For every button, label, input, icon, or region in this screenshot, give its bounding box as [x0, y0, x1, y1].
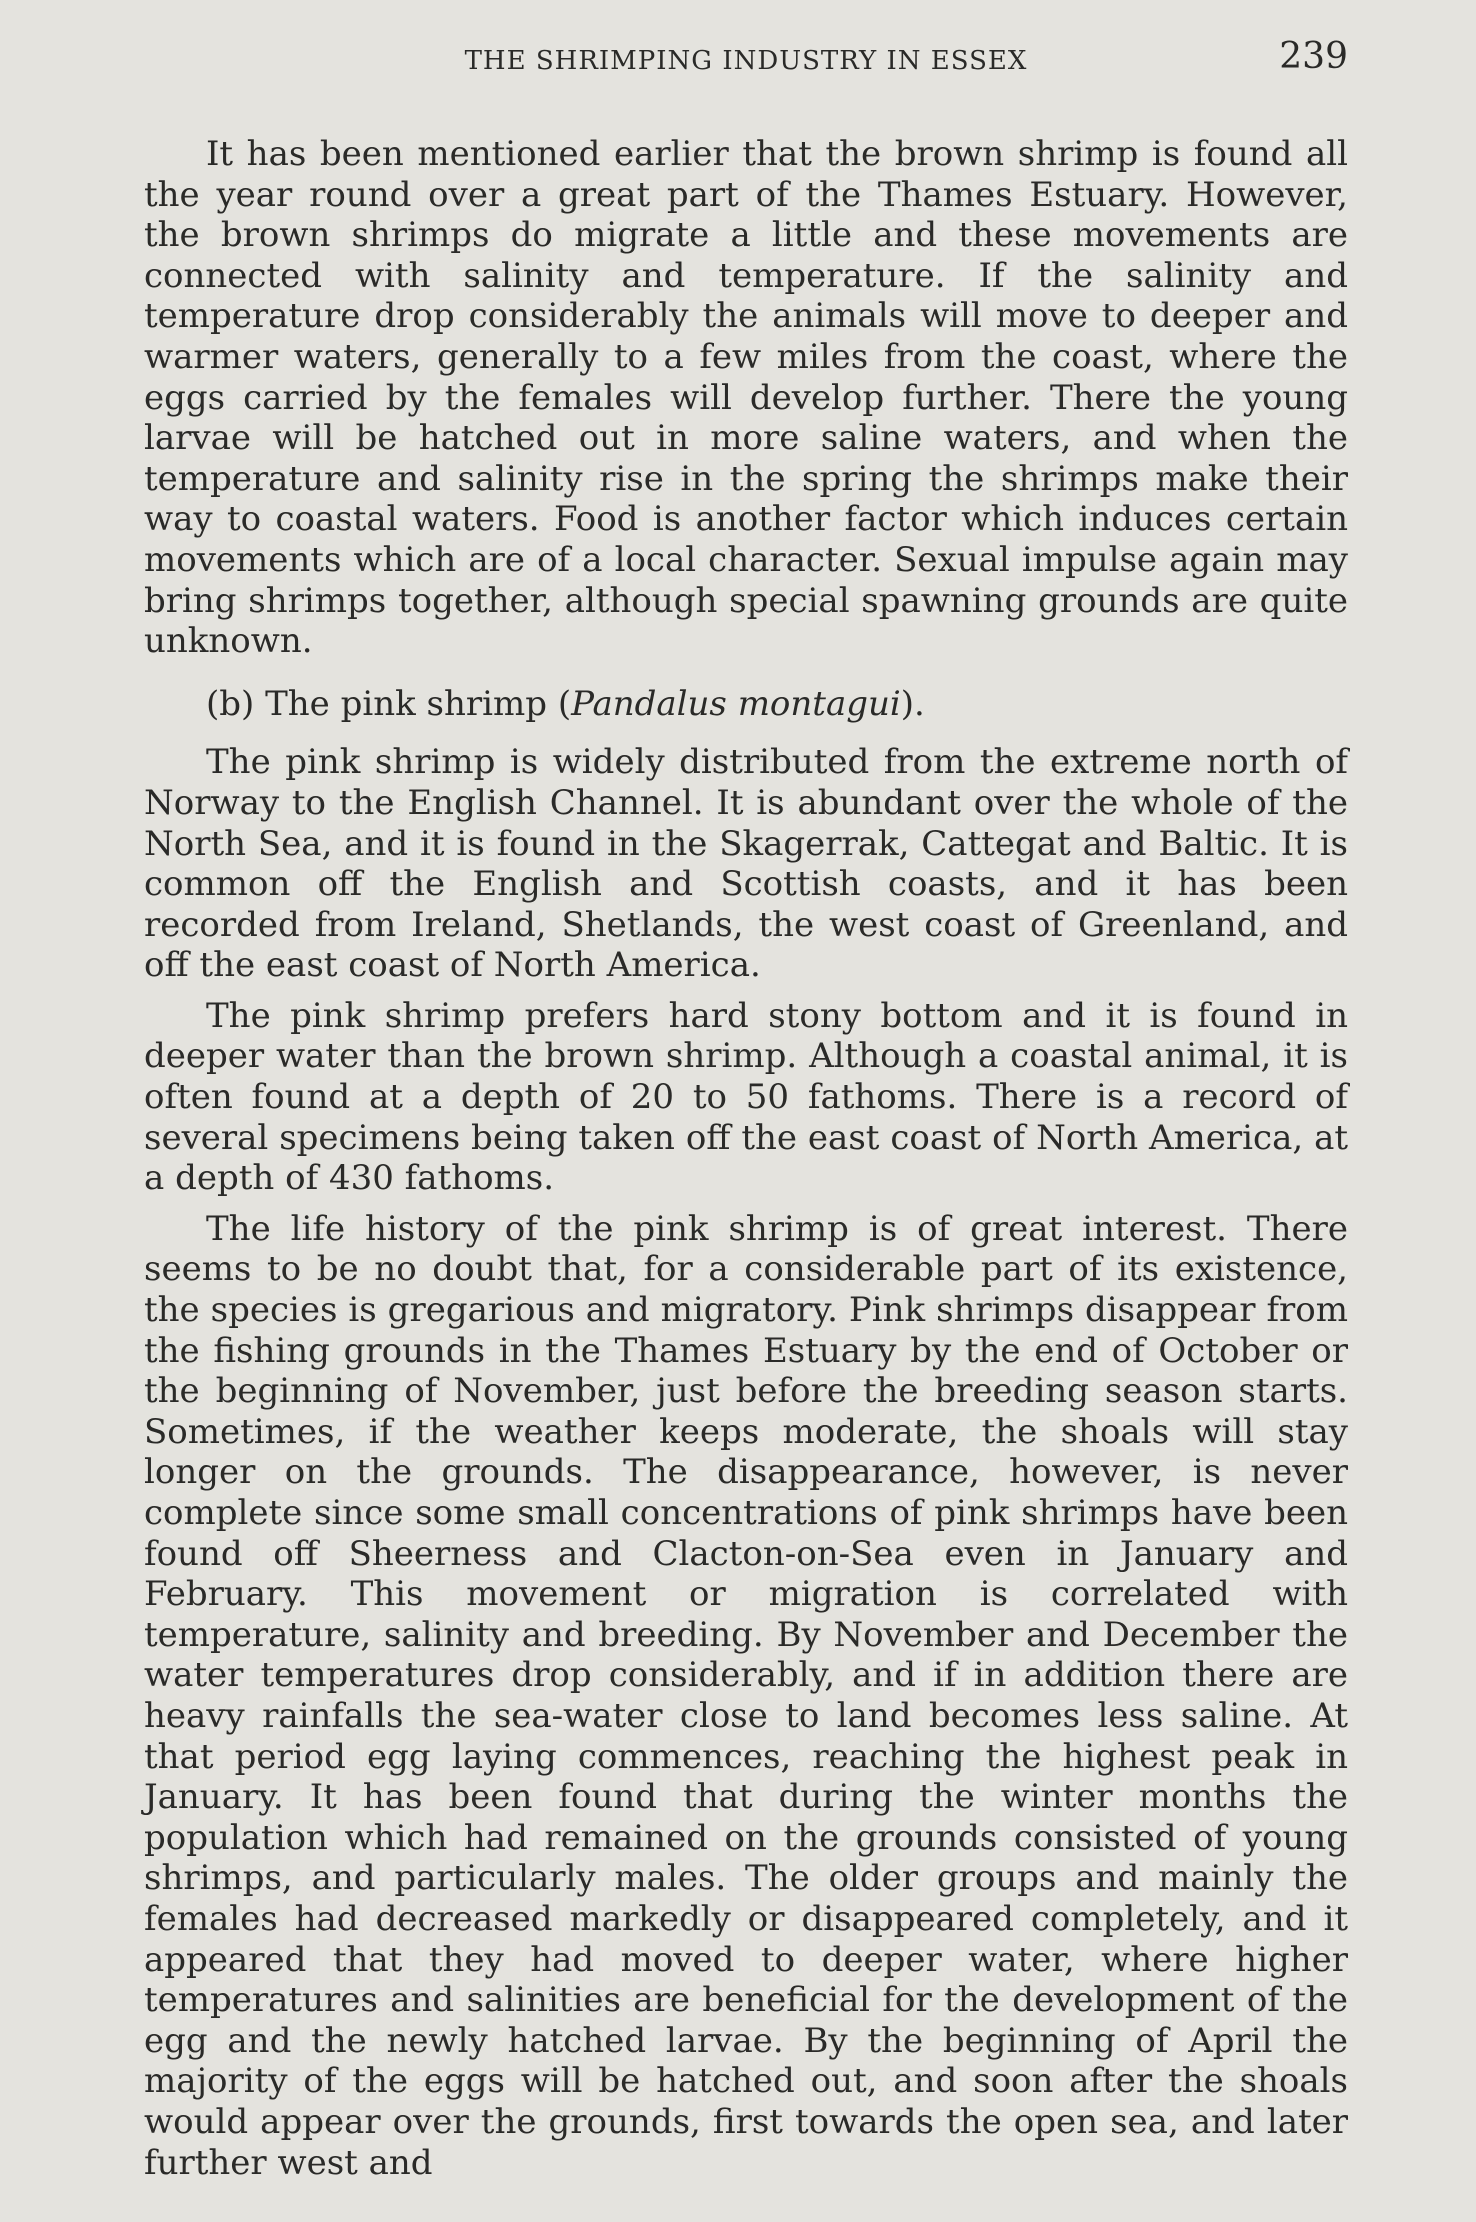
paragraph-brown-shrimp-migration: It has been mentioned earlier that the brown shrimp is found all the year round over a great part of the Thames Estuary. However, the brown shrimps do migrate a little and these movements are connected with salinity and temperature. If the salinity and temperature drop considerably the animals will move to deeper and warmer waters, generally to a few miles from the coast, where the eggs carried by the females will develop further. There the young larvae will be hatched out in more saline waters, and when the temperature and salinity rise in the spring the shrimps make their way to coastal waters. Food is another factor which induces certain movements which are of a local character. Sexual impulse again may bring shrimps together, although special spawning grounds are quite unknown. [144, 134, 1348, 662]
paragraph-pink-shrimp-distribution: The pink shrimp is widely distributed from the extreme north of Norway to the English Channel. It is abundant over the whole of the North Sea, and it is found in the Skagerrak, Cattegat and Baltic. It is common off the English and Scottish coasts, and it has been recorded from Ireland, Shetlands, the west coast of Greenland, and off the east coast of North America. [144, 742, 1348, 986]
page-number: 239 [1279, 36, 1348, 77]
running-head [144, 30, 1348, 90]
paragraph-pink-shrimp-habitat: The pink shrimp prefers hard stony bottom and it is found in deeper water than the brown shrimp. Although a coastal animal, it is often found at a depth of 20 to 50 fathoms. There is a record of several specimens being taken off the east coast of North America, at a depth of 430 fathoms. [144, 995, 1348, 1199]
running-title: THE SHRIMPING INDUSTRY IN ESSEX [464, 46, 1028, 76]
section-heading-label: (b) The pink shrimp ( [206, 683, 572, 724]
body-text [144, 134, 1348, 2183]
species-name: Pandalus montagui [571, 683, 901, 724]
section-heading-pink-shrimp [144, 684, 1348, 725]
section-heading-close: ). [900, 683, 925, 724]
paragraph-pink-shrimp-life-history: The life history of the pink shrimp is of great interest. There seems to be no doubt that, for a considerable part of its existence, the species is gregarious and migratory. Pink shrimps disappear from the fishing grounds in the Thames Estuary by the end of October or the beginning of November, just before the breeding season starts. Sometimes, if the weather keeps moderate, the shoals will stay longer on the grounds. The disappearance, however, is never complete since some small concentrations of pink shrimps have been found off Sheerness and Clacton-on-Sea even in January and February. This movement or migration is correlated with temperature, salinity and breeding. By November and December the water temperatures drop considerably, and if in addition there are heavy rainfalls the sea-water close to land becomes less saline. At that period egg laying commences, reaching the highest peak in January. It has been found that during the winter months the population which had remained on the grounds consisted of young shrimps, and particularly males. The older groups and mainly the females had decreased markedly or disappeared completely, and it appeared that they had moved to deeper water, where higher temperatures and salinities are beneficial for the development of the egg and the newly hatched larvae. By the beginning of April the majority of the eggs will be hatched out, and soon after the shoals would appear over the grounds, first towards the open sea, and later further west and [144, 1208, 1348, 2183]
